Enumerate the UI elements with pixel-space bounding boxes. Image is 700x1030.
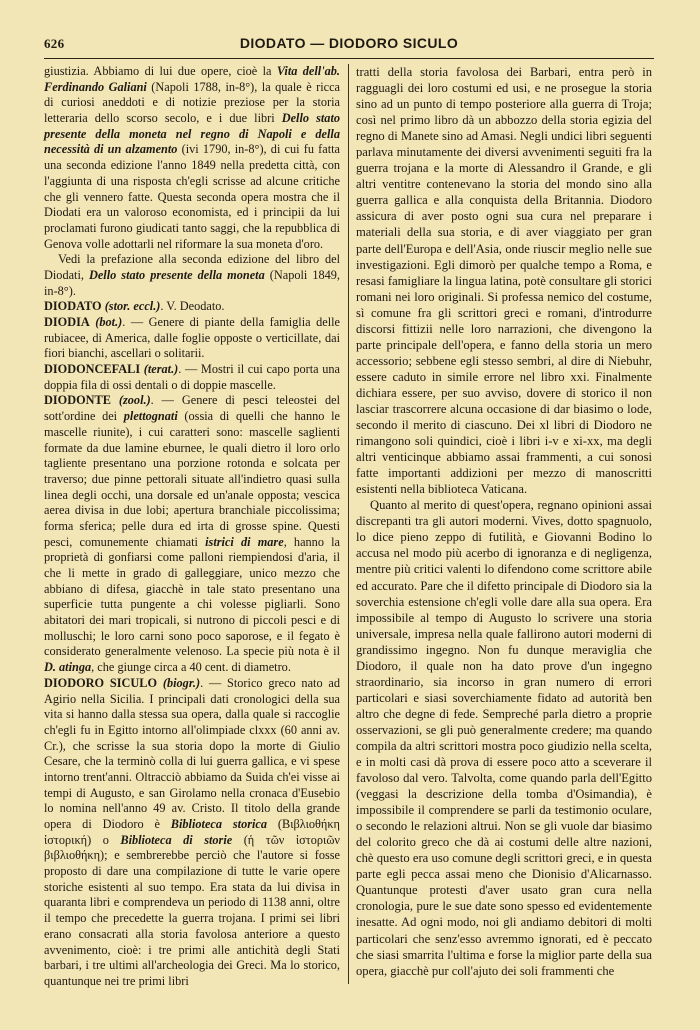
diodoro-paragraph-continuation: tratti della storia favolosa dei Barbari, entra però in ragguagli dei loro costumi ed usi, e ne prosegue la storia sino ad un punto di tempo posteriore alla guerra di Troja; così nel primo libro dà un abbozzo della storia egizia del regno di Manete sino ad Amasi. Negli undici libri seguenti parlava minutamente dei diversi avvenimenti seguiti fra la guerra trojana e la morte di Alessandro il Grande, e gli altri ventitre contenevano la storia del mondo sino alla guerra gallica e alla conquista della Britannia. Diodoro assicura di aver posto ogni sua cura nel preparare i materiali della sua storia, e di aver viaggiato per gran parte dell'Europa e dell'Asia, onde riuscir meglio nelle sue investigazioni. Egli dimorò per qualche tempo a Roma, e resasi famigliare la lingua latina, potè consultare gli storici romani nei loro originali. Si professa nemico del costume, sì comune fra gli scrittori greci e romani, d'introdurre discorsi fittizii nelle loro narrazioni, che divengono la parte principale dell'opera, e fanno della storia un mero accessorio; sebbene egli stesso sembri, al dire di Niebuhr, essere caduto in simile errore nel libro xxi. Finalmente dichiara essere, per suo avviso, dovere di storico il non lasciar trascorrere alcuna occasione di dar biasimo o lode, secondo il merito di ciascuno. Dei xl libri di Diodoro ne rimangono soli quindici, cioè i libri i-v e xi-xx, ma degli altri venticinque abbiamo assai frammenti, a cui sonosi fatte importanti addizioni per mezzo di manoscritti esistenti nella biblioteca Vaticana. [356,65,652,497]
headword: DIODONCEFALI [44,362,141,377]
term: D. atinga [44,660,92,675]
book-title: Dello stato presente della moneta [88,267,265,282]
running-title: DIODATO — DIODORO SICULO [239,35,459,51]
headword: DIODATO [44,299,102,314]
entry-category: (stor. eccl.) [104,299,161,314]
entry-category: (bot.) [95,315,123,329]
page-header [44,34,654,56]
entry-category: (biogr.) [162,675,201,690]
entry-diodia: DIODIA (bot.). — Genere di piante della famiglia delle rubiacee, di America, dalle foglie opposte o verticillate, dai fiori bianchi, ascellari o solitarii. [44,315,340,361]
term: istrici di mare [205,534,284,549]
entry-diodato-stor-eccl: DIODATO (stor. eccl.). V. Deodato. [44,299,225,314]
book-title: Biblioteca di storie [120,832,233,847]
header-rule [44,58,654,59]
term: plettognati [123,409,178,424]
book-title: Dello stato presente della moneta nel regno di Napoli e della necessità di un alzamento [44,111,341,157]
book-title: Biblioteca storica [170,817,268,831]
entry-category: (terat.) [143,362,179,377]
headword: DIODONTE [44,393,111,408]
headword: DIODORO SICULO [44,675,158,690]
entry-diodoro-siculo: DIODORO SICULO (biogr.). — Storico greco nato ad Agirio nella Sicilia. I principali dati cronologici della sua vita si hanno dalla stessa sua opera, dalla quale si raccoglie ch'egli fu in Egitto intorno all'olimpiade clxxx (60 anni av. Cr.), che scrisse la sua storia dopo la morte di Giulio Cesare, che la terminò colla di lui guerra gallica, e vi spese intorno trent'anni. Oltracciò abbiamo da Suida ch'ei visse ai tempi di Augusto, e san Girolamo nella cronaca d'Eusebio lo nomina nell'anno 49 av. Cristo. Il titolo della grande opera di Diodoro è Biblioteca storica (Βιβλιοθήκη ἱστορική) o Biblioteca di storie (ἡ τῶν ἱστοριῶν βιβλιοθήκη); e sembrerebbe perciò che l'autore si fosse proposto di dare una compilazione di tutte le varie opere storiche esistenti al suo tempo. Era stata da lui divisa in quaranta libri e comprendeva un periodo di 1138 anni, oltre il tempo che precedette la guerra trojana. I primi sei libri erano consacrati alla storia favolosa anteriore a questo avvenimento, cioè: i tre primi alle antichità degli Stati barbari, i tre ultimi all'archeologia dei Greci. Ma lo storico, quantunque nei tre primi libri [44,675,340,988]
page-number: 626 [44,36,65,51]
diodoro-paragraph-merit: Quanto al merito di quest'opera, regnano opinioni assai discrepanti tra gli autori moderni. Vives, dotto spagnuolo, lo dice pieno zeppo di futilità, e Giovanni Bodino lo accusa nel modo più acerbo di ignoranza e di negligenza, mentre più critici valenti lo difendono come scrittore abile ed accurato. Pare che il difetto principale di Diodoro sia la soverchia estensione ch'egli volle dare alla sua opera. Era impossibile al tempo di Augusto lo scrivere una storia universale, impresa nella quale fallirono autori moderni di grandissimo ingegno. Non fu dunque meraviglia che Diodoro, il quale non ha dato prove d'un ingegno straordinario, sia incorso in gran numero di errori particolari e siasi soverchiamente fidato ad autorità ben altro che degne di fede. Sempreché parla dietro a proprie osservazioni, se gli può generalmente credere; ma quando compila da altri scrittori mostra poco giudizio nella scelta, e in molti casi dà prova di essere poco atto a sceverare il favoloso dal vero. Talvolta, come quando parla dell'Egitto (veggasi la descrizione della tomba d'Osimandia), è impossibile il comprendere se parli da testimonio oculare, o secondo le relazioni altrui. Non se gli vuole dar biasimo del colorito greco che dà ai costumi delle altre nazioni, chè questo era uso comune degli scrittori greci, e in questa parte egli pecca assai meno che Dionisio d'Alicarnasso. Quantunque protesti d'aver usato gran cura nella cronologia, pure le sue date sono spesso ed evidentemente inesatte. Ad ogni modo, noi gli andiamo debitori di molti particolari che senz'esso avremmo ignorati, ed è peccato che siasi smarrita l'ultima e forse la miglior parte della sua opera, giacchè pur coll'ajuto dei soli frammenti che [356,498,652,978]
left-column [44,64,340,990]
entry-diodato-continuation: giustizia. Abbiamo di lui due opere, cioè la Vita dell'ab. Ferdinando Galiani (Napoli 1788, in-8°), la quale è ricca di curiosi aneddoti e di notizie preziose per la storia letteraria dello scorso secolo, e i due libri Dello stato presente della moneta nel regno di Napoli e della necessità di un alzamento (ivi 1790, in-8°), di cui fu fatta una seconda edizione l'anno 1849 nella predetta città, con l'aggiunta di una risposta ch'egli scrisse ad alcune critiche che gli vennero fatte. Questa seconda opera mostra che il Diodati era un valoroso economista, ed i principii da lui proclamati furono giudicati tanto saggi, che la repubblica di Genova volle adottarli nel riformare la sua moneta d'oro. [44,64,341,251]
right-column [356,64,652,979]
entry-diodonte: DIODONTE (zool.). — Genere di pesci teleostei del sott'ordine dei plettognati (ossia di quelli che hanno le mascelle riunite), i cui caratteri sono: mascelle saglienti formate da due lamine eburnee, le quali dietro il loro orlo tagliente presentano una porzione rotonda e solcata per traverso; due pinne pettorali situate all'indietro quasi sulla linea degli occhi, una dorsale ed un'anale opposta; vescica aerea divisa in due lobi; apertura branchiale piccolissima; forma sferica; pelle dura ed irta di grosse spine. Questi pesci, comunemente chiamati istrici di mare, hanno la proprietà di gonfiarsi come palloni riempiendosi d'aria, il che li mette in grado di galleggiare, unico mezzo che abbiano di difesa, giacchè in tale stato presentano una superficie tutta pungente a chi volesse pigliarli. Sono abitatori dei mari tropicali, si nutrono di piccoli pesci e di molluschi; le loro carni sono poco saporose, e il fegato è considerato generalmente velenoso. La specie più nota è il D. atinga, che giunge circa a 40 cent. di diametro. [44,393,341,675]
headword: DIODIA [44,315,90,329]
column-divider [348,64,349,984]
entry-diodoncefali: DIODONCEFALI (terat.). — Mostri il cui capo porta una doppia fila di ossi dentali o di doppie mascelle. [44,362,340,392]
book-title: Vita dell'ab. Ferdinando Galiani [44,64,340,94]
entry-diodato-reference: Vedi la prefazione alla seconda edizione del libro del Diodati, Dello stato presente della moneta (Napoli 1849, in-8°). [44,252,340,298]
entry-category: (zool.) [118,393,151,408]
